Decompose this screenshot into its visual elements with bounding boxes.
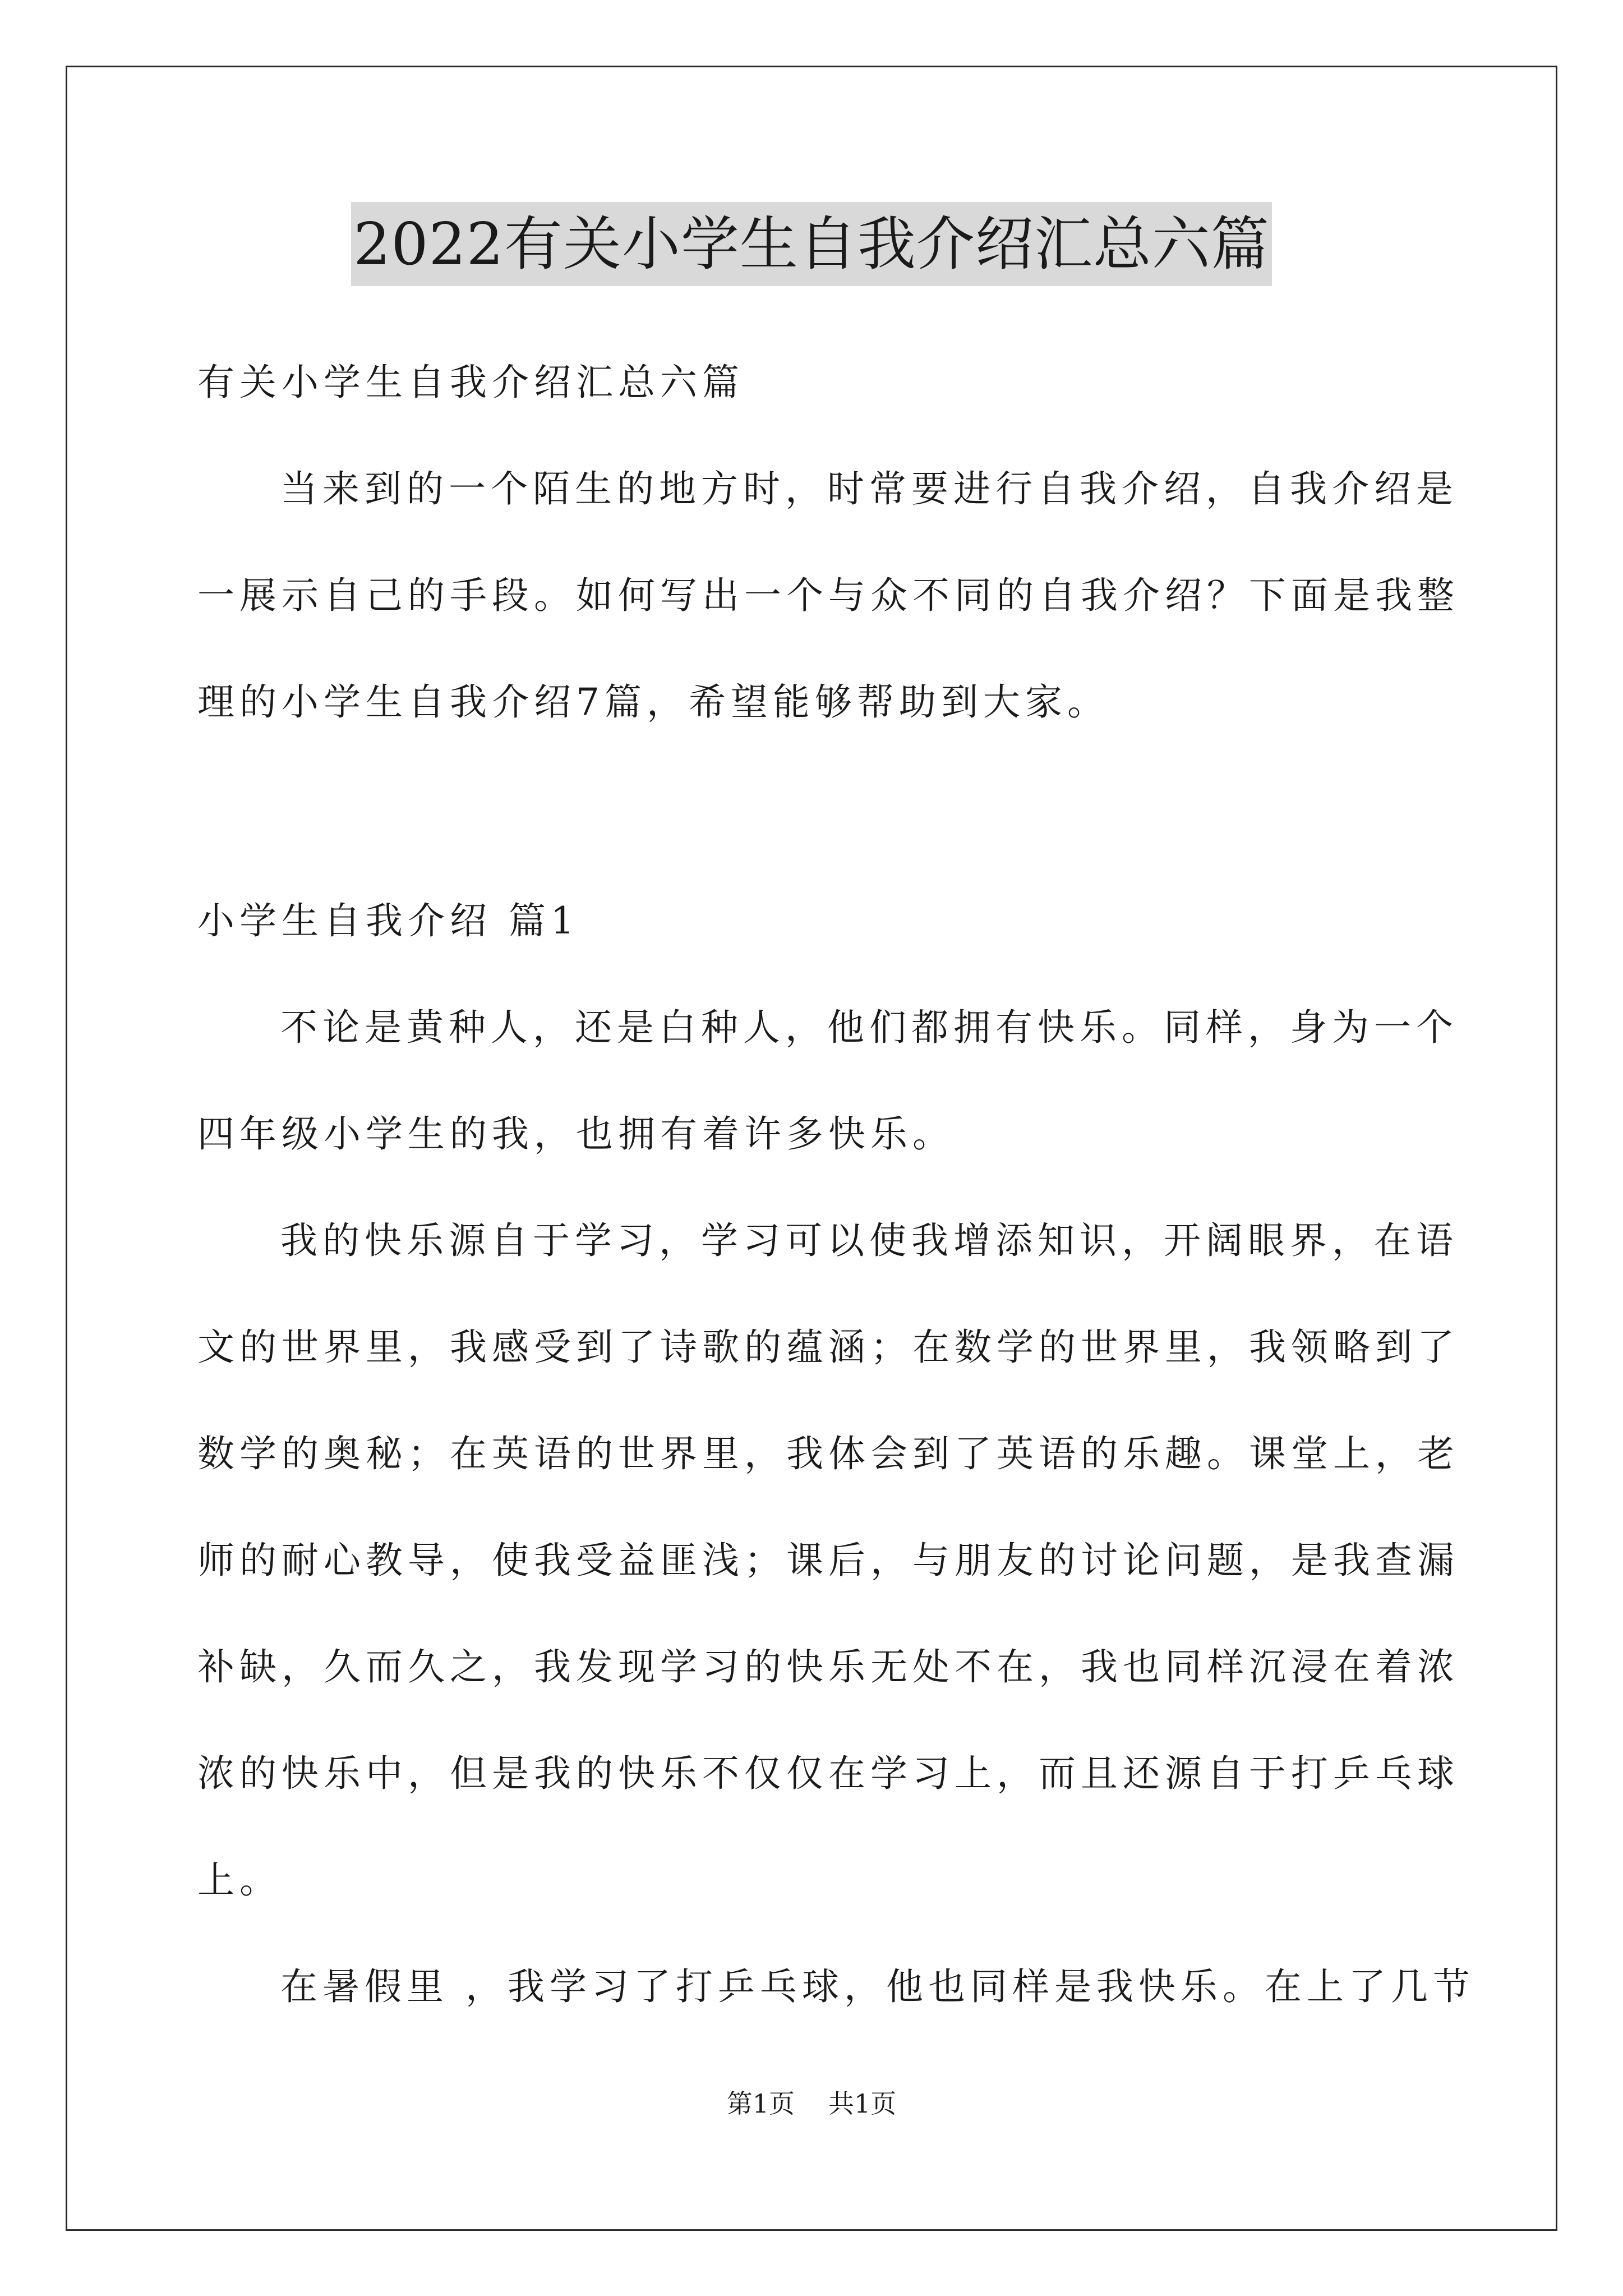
page-footer: [0, 2087, 1623, 2120]
title-container: [0, 202, 1623, 286]
intro-line: 当来到的一个陌生的地方时，时常要进行自我介绍，自我介绍是: [280, 467, 1458, 510]
intro-line: 理的小学生自我介绍7篇，希望能够帮助到大家。: [197, 680, 1109, 724]
paragraph-line: 师的耐心教导，使我受益匪浅；课后，与朋友的讨论问题，是我查漏: [197, 1539, 1459, 1582]
paragraph-line: 四年级小学生的我，也拥有着许多快乐。: [197, 1112, 955, 1156]
paragraph-line: 补缺，久而久之，我发现学习的快乐无处不在，我也同样沉浸在着浓: [197, 1645, 1459, 1688]
intro-line: 一展示自己的手段。如何写出一个与众不同的自我介绍？下面是我整: [197, 574, 1459, 617]
document-body: [197, 355, 1475, 2065]
paragraph-line: 文的世界里，我感受到了诗歌的蕴涵；在数学的世界里，我领略到了: [197, 1326, 1459, 1369]
document-title: 2022有关小学生自我介绍汇总六篇: [351, 202, 1272, 286]
page-number: 第1页: [726, 2088, 795, 2119]
paragraph-line: 不论是黄种人，还是白种人，他们都拥有快乐。同样，身为一个: [280, 1006, 1458, 1049]
paragraph-line: 数学的奥秘；在英语的世界里，我体会到了英语的乐趣。课堂上，老: [197, 1432, 1459, 1475]
section-gap: [197, 781, 1426, 893]
paragraph-line: 上。: [197, 1858, 282, 1902]
paragraph-line: 浓的快乐中，但是我的快乐不仅仅在学习上，而且还源自于打乒乓球: [197, 1752, 1459, 1795]
page-total: 共1页: [828, 2088, 897, 2119]
paragraph-line: 在暑假里 ，我学习了打乒乓球，他也同样是我快乐。在上了几节: [280, 1965, 1475, 2008]
section-heading: 小学生自我介绍 篇1: [197, 899, 579, 942]
document-subtitle: 有关小学生自我介绍汇总六篇: [197, 361, 744, 404]
paragraph-line: 我的快乐源自于学习，学习可以使我增添知识，开阔眼界，在语: [280, 1219, 1458, 1262]
